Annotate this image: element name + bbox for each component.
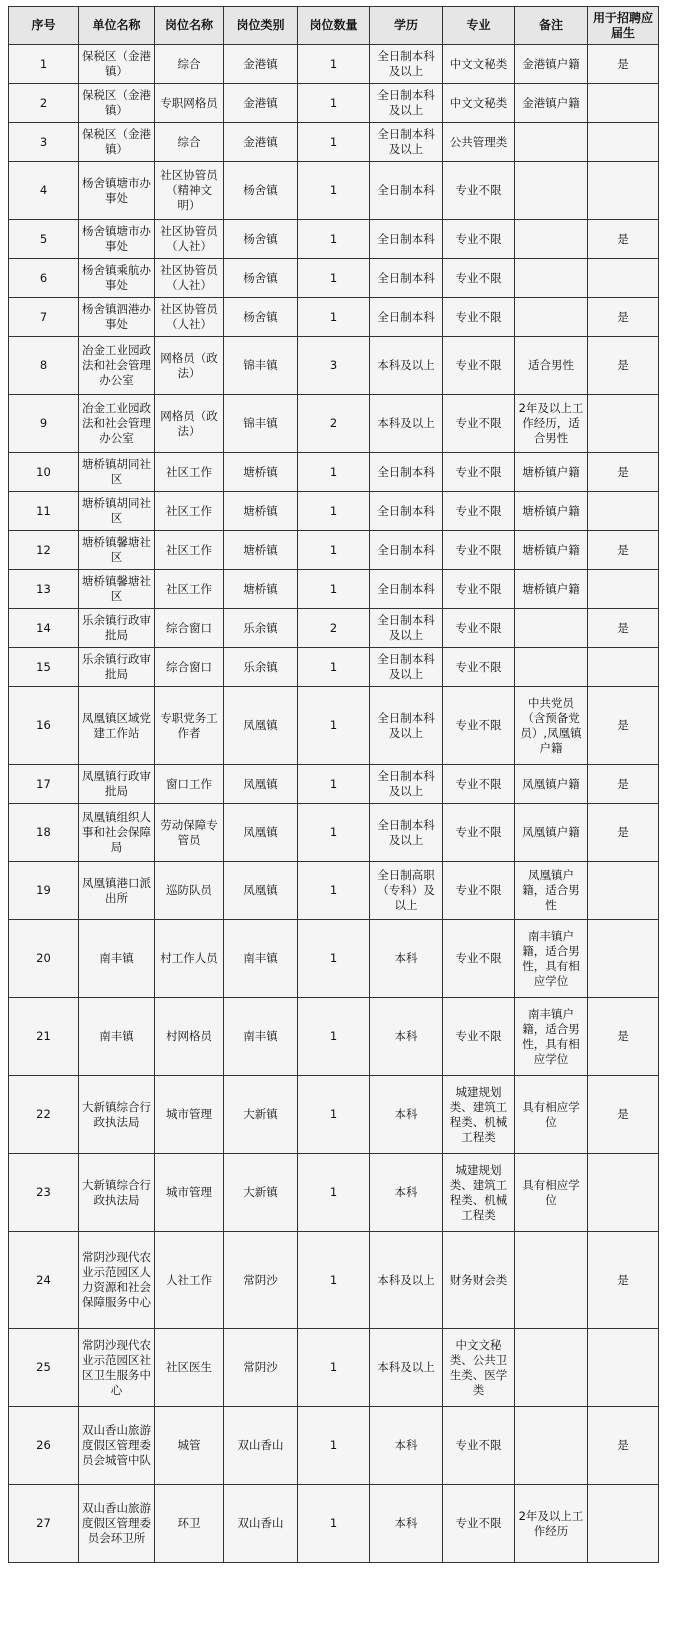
cell-notes	[515, 648, 588, 687]
cell-unit: 双山香山旅游度假区管理委员会环卫所	[79, 1485, 155, 1563]
cell-category: 凤凰镇	[224, 765, 298, 804]
cell-major: 专业不限	[443, 920, 515, 998]
cell-notes: 适合男性	[515, 337, 588, 395]
cell-unit: 杨舍镇塘市办事处	[79, 220, 155, 259]
cell-education: 全日制本科	[370, 492, 443, 531]
cell-seq: 5	[9, 220, 79, 259]
cell-seq: 9	[9, 395, 79, 453]
cell-unit: 乐余镇行政审批局	[79, 609, 155, 648]
header-cell-fresh-grad: 用于招聘应届生	[588, 7, 659, 45]
cell-seq: 8	[9, 337, 79, 395]
cell-major: 专业不限	[443, 687, 515, 765]
cell-major: 专业不限	[443, 395, 515, 453]
cell-major: 中文文秘类、公共卫生类、医学类	[443, 1329, 515, 1407]
cell-notes	[515, 609, 588, 648]
table-row	[9, 259, 659, 298]
cell-fresh-grad: 是	[588, 45, 659, 84]
cell-unit: 塘桥镇馨塘社区	[79, 531, 155, 570]
cell-major: 专业不限	[443, 453, 515, 492]
cell-education: 全日制本科及以上	[370, 648, 443, 687]
cell-count: 1	[298, 259, 370, 298]
cell-fresh-grad: 是	[588, 1232, 659, 1329]
cell-seq: 7	[9, 298, 79, 337]
cell-count: 1	[298, 531, 370, 570]
cell-seq: 19	[9, 862, 79, 920]
cell-seq: 17	[9, 765, 79, 804]
cell-notes: 金港镇户籍	[515, 45, 588, 84]
cell-position: 村网格员	[155, 998, 224, 1076]
cell-education: 全日制本科及以上	[370, 804, 443, 862]
cell-fresh-grad	[588, 1329, 659, 1407]
cell-category: 塘桥镇	[224, 570, 298, 609]
cell-education: 全日制本科	[370, 298, 443, 337]
table-row	[9, 45, 659, 84]
cell-notes: 具有相应学位	[515, 1076, 588, 1154]
cell-category: 塘桥镇	[224, 453, 298, 492]
cell-seq: 21	[9, 998, 79, 1076]
cell-seq: 23	[9, 1154, 79, 1232]
cell-education: 全日制本科及以上	[370, 123, 443, 162]
cell-notes	[515, 298, 588, 337]
cell-position: 专职党务工作者	[155, 687, 224, 765]
cell-seq: 25	[9, 1329, 79, 1407]
cell-education: 全日制本科及以上	[370, 609, 443, 648]
cell-count: 1	[298, 84, 370, 123]
cell-position: 社区协管员（人社）	[155, 220, 224, 259]
cell-education: 全日制本科	[370, 531, 443, 570]
cell-category: 塘桥镇	[224, 531, 298, 570]
cell-notes: 凤凰镇户籍	[515, 765, 588, 804]
table-row	[9, 123, 659, 162]
cell-category: 金港镇	[224, 84, 298, 123]
cell-position: 网格员（政法）	[155, 337, 224, 395]
cell-category: 常阴沙	[224, 1329, 298, 1407]
cell-unit: 塘桥镇胡同社区	[79, 492, 155, 531]
header-cell-education: 学历	[370, 7, 443, 45]
cell-category: 杨舍镇	[224, 298, 298, 337]
cell-count: 1	[298, 920, 370, 998]
cell-fresh-grad: 是	[588, 1076, 659, 1154]
cell-unit: 南丰镇	[79, 998, 155, 1076]
cell-notes	[515, 220, 588, 259]
header-row	[9, 7, 659, 45]
cell-category: 金港镇	[224, 45, 298, 84]
cell-fresh-grad	[588, 84, 659, 123]
cell-major: 专业不限	[443, 259, 515, 298]
cell-unit: 常阴沙现代农业示范园区人力资源和社会保障服务中心	[79, 1232, 155, 1329]
cell-fresh-grad	[588, 259, 659, 298]
cell-education: 全日制本科	[370, 259, 443, 298]
table-row	[9, 862, 659, 920]
cell-seq: 15	[9, 648, 79, 687]
cell-position: 环卫	[155, 1485, 224, 1563]
cell-major: 公共管理类	[443, 123, 515, 162]
cell-education: 全日制本科	[370, 220, 443, 259]
cell-position: 社区工作	[155, 531, 224, 570]
cell-count: 1	[298, 162, 370, 220]
cell-fresh-grad: 是	[588, 1407, 659, 1485]
cell-category: 凤凰镇	[224, 862, 298, 920]
cell-fresh-grad	[588, 920, 659, 998]
cell-unit: 常阴沙现代农业示范园区社区卫生服务中心	[79, 1329, 155, 1407]
cell-major: 专业不限	[443, 765, 515, 804]
cell-position: 城市管理	[155, 1154, 224, 1232]
cell-count: 1	[298, 1407, 370, 1485]
cell-fresh-grad	[588, 1154, 659, 1232]
cell-major: 专业不限	[443, 1485, 515, 1563]
cell-fresh-grad: 是	[588, 220, 659, 259]
table-row	[9, 687, 659, 765]
cell-education: 全日制本科	[370, 453, 443, 492]
cell-fresh-grad: 是	[588, 337, 659, 395]
cell-fresh-grad	[588, 570, 659, 609]
cell-position: 劳动保障专管员	[155, 804, 224, 862]
cell-major: 专业不限	[443, 609, 515, 648]
cell-position: 社区工作	[155, 453, 224, 492]
cell-major: 专业不限	[443, 1407, 515, 1485]
cell-unit: 冶金工业园政法和社会管理办公室	[79, 337, 155, 395]
cell-unit: 保税区（金港镇）	[79, 84, 155, 123]
cell-count: 1	[298, 1232, 370, 1329]
cell-position: 巡防队员	[155, 862, 224, 920]
cell-count: 1	[298, 570, 370, 609]
cell-seq: 3	[9, 123, 79, 162]
table-row	[9, 570, 659, 609]
cell-education: 全日制本科及以上	[370, 765, 443, 804]
cell-count: 1	[298, 453, 370, 492]
cell-seq: 4	[9, 162, 79, 220]
header-cell-count: 岗位数量	[298, 7, 370, 45]
cell-fresh-grad	[588, 123, 659, 162]
cell-count: 1	[298, 220, 370, 259]
cell-seq: 18	[9, 804, 79, 862]
cell-seq: 14	[9, 609, 79, 648]
cell-major: 专业不限	[443, 162, 515, 220]
cell-count: 1	[298, 492, 370, 531]
cell-count: 2	[298, 609, 370, 648]
cell-fresh-grad	[588, 862, 659, 920]
cell-education: 本科及以上	[370, 395, 443, 453]
cell-unit: 杨舍镇塘市办事处	[79, 162, 155, 220]
cell-fresh-grad	[588, 395, 659, 453]
cell-category: 杨舍镇	[224, 162, 298, 220]
cell-notes: 具有相应学位	[515, 1154, 588, 1232]
table-row	[9, 765, 659, 804]
cell-education: 本科	[370, 1407, 443, 1485]
cell-education: 全日制本科及以上	[370, 45, 443, 84]
cell-major: 专业不限	[443, 862, 515, 920]
cell-education: 全日制本科	[370, 570, 443, 609]
cell-unit: 大新镇综合行政执法局	[79, 1076, 155, 1154]
cell-unit: 双山香山旅游度假区管理委员会城管中队	[79, 1407, 155, 1485]
cell-notes: 凤凰镇户籍，适合男性	[515, 862, 588, 920]
cell-notes	[515, 1232, 588, 1329]
cell-major: 专业不限	[443, 570, 515, 609]
cell-count: 1	[298, 45, 370, 84]
table-row	[9, 162, 659, 220]
table-row	[9, 998, 659, 1076]
cell-fresh-grad: 是	[588, 609, 659, 648]
cell-seq: 11	[9, 492, 79, 531]
cell-position: 综合	[155, 123, 224, 162]
table-row	[9, 220, 659, 259]
cell-major: 专业不限	[443, 337, 515, 395]
cell-unit: 塘桥镇胡同社区	[79, 453, 155, 492]
cell-count: 1	[298, 1154, 370, 1232]
cell-unit: 杨舍镇泗港办事处	[79, 298, 155, 337]
cell-unit: 大新镇综合行政执法局	[79, 1154, 155, 1232]
cell-unit: 凤凰镇组织人事和社会保障局	[79, 804, 155, 862]
cell-category: 凤凰镇	[224, 687, 298, 765]
cell-education: 全日制高职（专科）及以上	[370, 862, 443, 920]
cell-major: 专业不限	[443, 298, 515, 337]
table-row	[9, 1232, 659, 1329]
cell-count: 1	[298, 648, 370, 687]
cell-unit: 乐余镇行政审批局	[79, 648, 155, 687]
table-row	[9, 1076, 659, 1154]
cell-category: 杨舍镇	[224, 220, 298, 259]
cell-major: 中文文秘类	[443, 84, 515, 123]
table-row	[9, 298, 659, 337]
table-row	[9, 648, 659, 687]
cell-major: 中文文秘类	[443, 45, 515, 84]
cell-education: 全日制本科及以上	[370, 687, 443, 765]
table-row	[9, 609, 659, 648]
cell-education: 全日制本科	[370, 162, 443, 220]
table-row	[9, 531, 659, 570]
header-cell-major: 专业	[443, 7, 515, 45]
cell-education: 本科	[370, 1076, 443, 1154]
cell-category: 双山香山	[224, 1407, 298, 1485]
table-row	[9, 395, 659, 453]
cell-major: 专业不限	[443, 492, 515, 531]
table-row	[9, 84, 659, 123]
header-cell-position: 岗位名称	[155, 7, 224, 45]
cell-unit: 凤凰镇行政审批局	[79, 765, 155, 804]
cell-position: 网格员（政法）	[155, 395, 224, 453]
cell-fresh-grad	[588, 1485, 659, 1563]
cell-category: 乐余镇	[224, 648, 298, 687]
cell-seq: 26	[9, 1407, 79, 1485]
cell-major: 专业不限	[443, 220, 515, 259]
cell-category: 杨舍镇	[224, 259, 298, 298]
cell-seq: 20	[9, 920, 79, 998]
cell-count: 3	[298, 337, 370, 395]
cell-fresh-grad	[588, 162, 659, 220]
header-cell-unit: 单位名称	[79, 7, 155, 45]
cell-unit: 冶金工业园政法和社会管理办公室	[79, 395, 155, 453]
cell-major: 专业不限	[443, 531, 515, 570]
cell-count: 1	[298, 123, 370, 162]
cell-count: 1	[298, 1485, 370, 1563]
cell-position: 城市管理	[155, 1076, 224, 1154]
cell-category: 南丰镇	[224, 998, 298, 1076]
cell-notes: 2年及以上工作经历	[515, 1485, 588, 1563]
cell-unit: 凤凰镇区域党建工作站	[79, 687, 155, 765]
cell-fresh-grad: 是	[588, 998, 659, 1076]
table-row	[9, 337, 659, 395]
cell-count: 1	[298, 1329, 370, 1407]
table-row	[9, 492, 659, 531]
cell-position: 人社工作	[155, 1232, 224, 1329]
cell-major: 财务财会类	[443, 1232, 515, 1329]
cell-category: 常阴沙	[224, 1232, 298, 1329]
cell-category: 大新镇	[224, 1154, 298, 1232]
cell-seq: 22	[9, 1076, 79, 1154]
cell-count: 1	[298, 862, 370, 920]
cell-seq: 24	[9, 1232, 79, 1329]
table-row	[9, 804, 659, 862]
cell-unit: 南丰镇	[79, 920, 155, 998]
cell-education: 本科及以上	[370, 1329, 443, 1407]
cell-category: 大新镇	[224, 1076, 298, 1154]
cell-category: 凤凰镇	[224, 804, 298, 862]
cell-notes	[515, 1329, 588, 1407]
cell-position: 城管	[155, 1407, 224, 1485]
cell-education: 本科及以上	[370, 1232, 443, 1329]
cell-major: 专业不限	[443, 804, 515, 862]
cell-position: 社区工作	[155, 570, 224, 609]
cell-notes	[515, 123, 588, 162]
cell-category: 锦丰镇	[224, 395, 298, 453]
cell-notes: 塘桥镇户籍	[515, 492, 588, 531]
cell-position: 社区医生	[155, 1329, 224, 1407]
cell-position: 综合窗口	[155, 609, 224, 648]
cell-fresh-grad: 是	[588, 453, 659, 492]
cell-major: 专业不限	[443, 998, 515, 1076]
table-row	[9, 1407, 659, 1485]
cell-major: 城建规划类、建筑工程类、机械工程类	[443, 1154, 515, 1232]
cell-seq: 6	[9, 259, 79, 298]
cell-education: 本科及以上	[370, 337, 443, 395]
cell-count: 1	[298, 804, 370, 862]
cell-count: 1	[298, 765, 370, 804]
cell-unit: 杨舍镇乘航办事处	[79, 259, 155, 298]
cell-education: 本科	[370, 1485, 443, 1563]
cell-count: 2	[298, 395, 370, 453]
cell-seq: 16	[9, 687, 79, 765]
cell-notes: 塘桥镇户籍	[515, 453, 588, 492]
cell-fresh-grad: 是	[588, 531, 659, 570]
cell-unit: 塘桥镇馨塘社区	[79, 570, 155, 609]
cell-unit: 凤凰镇港口派出所	[79, 862, 155, 920]
cell-count: 1	[298, 1076, 370, 1154]
cell-fresh-grad	[588, 492, 659, 531]
table-row	[9, 453, 659, 492]
cell-notes: 塘桥镇户籍	[515, 570, 588, 609]
cell-unit: 保税区（金港镇）	[79, 123, 155, 162]
table-row	[9, 1329, 659, 1407]
cell-seq: 27	[9, 1485, 79, 1563]
cell-fresh-grad: 是	[588, 298, 659, 337]
cell-notes	[515, 1407, 588, 1485]
cell-education: 本科	[370, 998, 443, 1076]
cell-count: 1	[298, 298, 370, 337]
cell-notes: 金港镇户籍	[515, 84, 588, 123]
cell-education: 全日制本科及以上	[370, 84, 443, 123]
recruitment-table	[8, 6, 659, 1563]
cell-seq: 12	[9, 531, 79, 570]
cell-notes: 南丰镇户籍，适合男性，具有相应学位	[515, 998, 588, 1076]
cell-notes: 中共党员（含预备党员）,凤凰镇户籍	[515, 687, 588, 765]
cell-category: 金港镇	[224, 123, 298, 162]
cell-seq: 2	[9, 84, 79, 123]
cell-position: 专职网格员	[155, 84, 224, 123]
cell-fresh-grad	[588, 648, 659, 687]
cell-major: 城建规划类、建筑工程类、机械工程类	[443, 1076, 515, 1154]
header-cell-seq: 序号	[9, 7, 79, 45]
cell-unit: 保税区（金港镇）	[79, 45, 155, 84]
table-row	[9, 920, 659, 998]
cell-position: 综合	[155, 45, 224, 84]
cell-category: 乐余镇	[224, 609, 298, 648]
header-cell-notes: 备注	[515, 7, 588, 45]
cell-position: 社区协管员（人社）	[155, 298, 224, 337]
cell-category: 锦丰镇	[224, 337, 298, 395]
cell-position: 社区工作	[155, 492, 224, 531]
cell-fresh-grad: 是	[588, 687, 659, 765]
cell-notes	[515, 259, 588, 298]
cell-education: 本科	[370, 1154, 443, 1232]
cell-notes: 2年及以上工作经历，适合男性	[515, 395, 588, 453]
header-cell-category: 岗位类别	[224, 7, 298, 45]
cell-major: 专业不限	[443, 648, 515, 687]
cell-seq: 1	[9, 45, 79, 84]
cell-notes: 塘桥镇户籍	[515, 531, 588, 570]
cell-position: 社区协管员（精神文明）	[155, 162, 224, 220]
table-row	[9, 1154, 659, 1232]
cell-position: 综合窗口	[155, 648, 224, 687]
cell-position: 村工作人员	[155, 920, 224, 998]
table-row	[9, 1485, 659, 1563]
cell-seq: 13	[9, 570, 79, 609]
cell-position: 社区协管员（人社）	[155, 259, 224, 298]
cell-notes: 凤凰镇户籍	[515, 804, 588, 862]
cell-notes: 南丰镇户籍，适合男性，具有相应学位	[515, 920, 588, 998]
cell-category: 南丰镇	[224, 920, 298, 998]
cell-notes	[515, 162, 588, 220]
cell-seq: 10	[9, 453, 79, 492]
cell-category: 塘桥镇	[224, 492, 298, 531]
cell-position: 窗口工作	[155, 765, 224, 804]
cell-count: 1	[298, 998, 370, 1076]
cell-fresh-grad: 是	[588, 765, 659, 804]
cell-category: 双山香山	[224, 1485, 298, 1563]
cell-count: 1	[298, 687, 370, 765]
cell-fresh-grad: 是	[588, 804, 659, 862]
cell-education: 本科	[370, 920, 443, 998]
